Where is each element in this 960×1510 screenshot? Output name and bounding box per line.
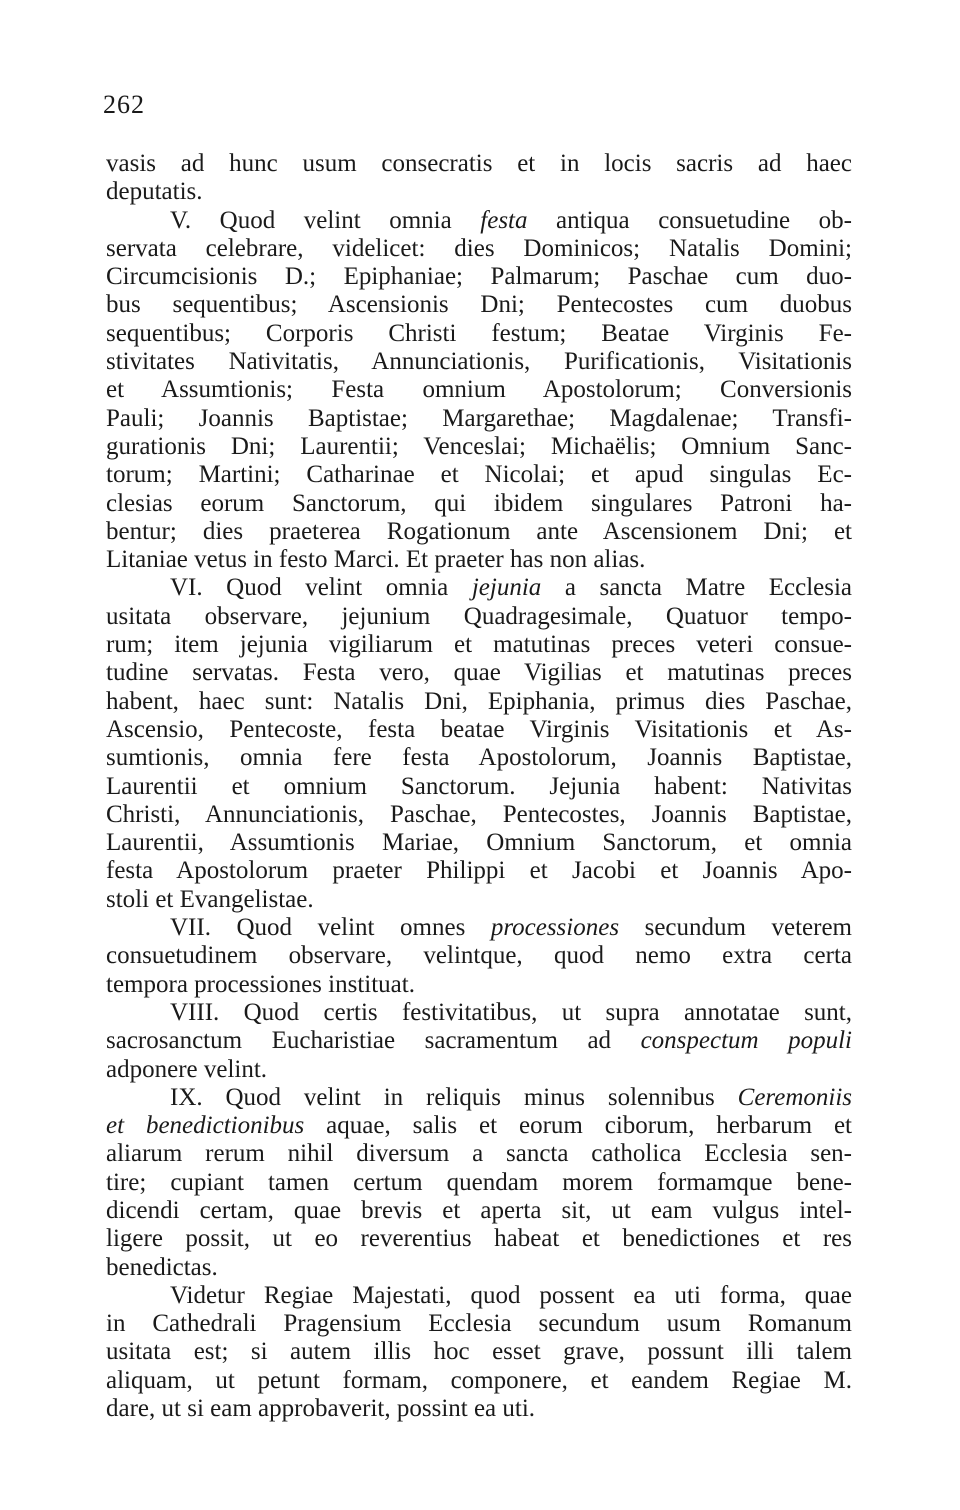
text-line: IX. Quod velint in reliquis minus solennibus Ceremoniis <box>170 1083 852 1111</box>
text-line: festa Apostolorum praeter Philippi et Jacobi et Joannis Apo- <box>106 857 852 885</box>
text-line: Circumcisionis D.; Epiphaniae; Palmarum; Paschae cum duo- <box>106 263 852 291</box>
text-line: stoli et Evangelistae. <box>106 885 314 913</box>
text-line: vasis ad hunc usum consecratis et in locis sacris ad haec <box>106 150 852 177</box>
text-line: Litaniae vetus in festo Marci. Et praeter has non alias. <box>106 546 646 574</box>
text-line: rum; item jejunia vigiliarum et matutinas preces veteri consue- <box>106 631 852 659</box>
italic-phrase: Ceremoniis <box>737 1083 852 1111</box>
text-line: Videtur Regiae Majestati, quod possent ea uti forma, quae <box>170 1281 852 1309</box>
text-line: VI. Quod velint omnia jejunia a sancta Matre Ecclesia <box>170 574 853 602</box>
italic-phrase: et benedictionibus <box>106 1112 305 1140</box>
text-line: sequentibus; Corporis Christi festum; Beatae Virginis Fe- <box>106 319 852 347</box>
text-line: dicendi certam, quae brevis et aperta sit, ut eam vulgus intel- <box>106 1196 852 1224</box>
text-line: V. Quod velint omnia festa antiqua consuetudine ob- <box>170 206 852 234</box>
text-line: sumtionis, omnia fere festa Apostolorum, Joannis Baptistae, <box>106 744 852 772</box>
text-line: Ascensio, Pentecoste, festa beatae Virginis Visitationis et As- <box>106 715 852 743</box>
text-line: aliarum rerum nihil diversum a sancta catholica Ecclesia sen- <box>106 1140 852 1168</box>
text-line: aliquam, ut petunt formam, componere, et eandem Regiae M. <box>106 1366 852 1394</box>
text-line: VII. Quod velint omnes processiones secundum veterem <box>170 914 852 942</box>
text-line: deputatis. <box>106 178 203 206</box>
text-line: usitata observare, jejunium Quadragesimale, Quatuor tempo- <box>106 602 852 630</box>
body-text <box>106 150 852 1423</box>
text-line: tire; cupiant tamen certum quendam morem formamque bene- <box>106 1168 852 1196</box>
text-line: bus sequentibus; Ascensionis Dni; Pentecostes cum duobus <box>106 291 852 319</box>
text-line: torum; Martini; Catharinae et Nicolai; et apud singulas Ec- <box>106 461 852 489</box>
italic-phrase: conspectum populi <box>640 1027 852 1055</box>
text-line: VIII. Quod certis festivitatibus, ut supra annotatae sunt, <box>170 998 852 1026</box>
text-line: et benedictionibus aquae, salis et eorum ciborum, herbarum et <box>106 1112 852 1140</box>
text-line: Laurentii et omnium Sanctorum. Jejunia habent: Nativitas <box>106 772 852 800</box>
text-line: sacrosanctum Eucharistiae sacramentum ad conspectum populi <box>106 1027 852 1055</box>
text-line: Christi, Annunciationis, Paschae, Pentecostes, Joannis Baptistae, <box>106 800 852 828</box>
text-line: clesias eorum Sanctorum, qui ibidem singulares Patroni ha- <box>106 489 852 517</box>
text-line: gurationis Dni; Laurentii; Venceslai; Michaëlis; Omnium Sanc- <box>106 432 852 460</box>
text-line: tempora processiones instituat. <box>106 970 415 998</box>
text-line: in Cathedrali Pragensium Ecclesia secundum usum Romanum <box>106 1310 852 1338</box>
text-line: ligere possit, ut eo reverentius habeat et benedictiones et res <box>106 1225 852 1253</box>
page-number: 262 <box>103 90 145 119</box>
text-line: Pauli; Joannis Baptistae; Margarethae; Magdalenae; Transfi- <box>106 404 852 432</box>
text-line: bentur; dies praeterea Rogationum ante Ascensionem Dni; et <box>106 517 852 545</box>
text-line: tudine servatas. Festa vero, quae Vigilias et matutinas preces <box>106 659 852 687</box>
italic-phrase: processiones <box>490 914 620 942</box>
text-line: servata celebrare, videlicet: dies Dominicos; Natalis Domini; <box>106 234 852 262</box>
text-line: usitata est; si autem illis hoc esset grave, possunt illi talem <box>106 1338 852 1366</box>
italic-phrase: festa <box>480 206 528 234</box>
text-line: et Assumtionis; Festa omnium Apostolorum; Conversionis <box>106 376 852 404</box>
text-line: habent, haec sunt: Natalis Dni, Epiphania, primus dies Paschae, <box>106 687 852 715</box>
italic-phrase: jejunia <box>471 574 542 602</box>
text-line: consuetudinem observare, velintque, quod nemo extra certa <box>106 942 852 970</box>
text-line: adponere velint. <box>106 1055 268 1083</box>
text-line: stivitates Nativitatis, Annunciationis, Purificationis, Visitationis <box>106 348 852 376</box>
text-line: dare, ut si eam approbaverit, possint ea uti. <box>106 1395 536 1423</box>
text-line: benedictas. <box>106 1253 218 1281</box>
text-line: Laurentii, Assumtionis Mariae, Omnium Sanctorum, et omnia <box>106 829 852 857</box>
